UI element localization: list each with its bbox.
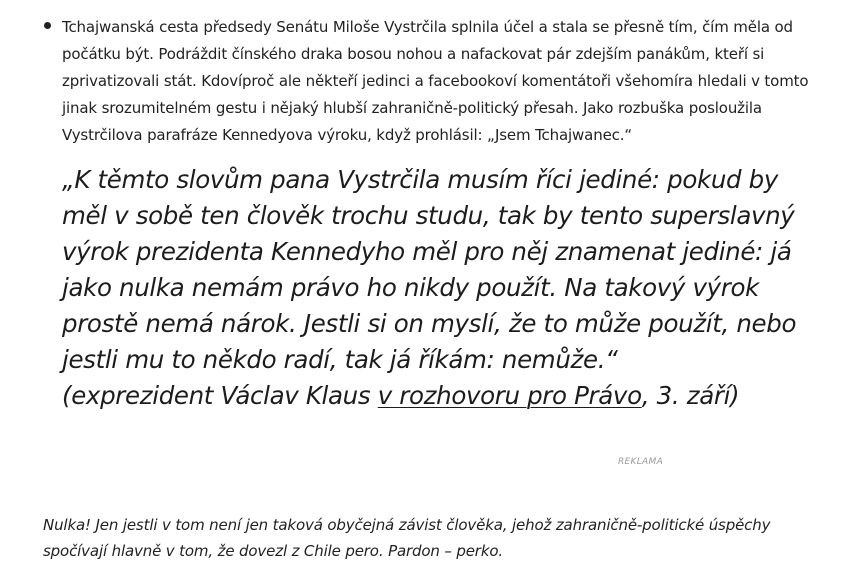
pull-quote (62, 162, 822, 414)
quote-attribution-prefix: (exprezident Václav Klaus (62, 381, 378, 410)
quote-attribution-suffix: , 3. září) (641, 381, 740, 410)
bullet-paragraph: Tchajwanská cesta předsedy Senátu Miloše Vystrčila splnila účel a stala se přesně tím, čím měla od počátku být. Podráždit čínského draka bosou nohou a nafackovat pár zdejším panákům, kteří si zprivatizovali stát. Kdovíproč ale někteří jedinci a facebookoví komentátoři všehomíra hledali v tomto jinak srozumitelném gestu i nějaký hlubší zahraničně-politický přesah. Jako rozbuška posloužila Vystrčilova parafráze Kennedyova výroku, když prohlásil: „Jsem Tchajwanec.“ (62, 18, 809, 144)
quote-text: „K těmto slovům pana Vystrčila musím říci jediné: pokud by měl v sobě ten člověk trochu studu, tak by tento superslavný výrok prezidenta Kennedyho měl pro něj znamenat jediné: já jako nulka nemám právo ho nikdy použít. Na takový výrok prostě nemá nárok. Jestli si on myslí, že to může použít, nebo jestli mu to někdo radí, tak já říkám: nemůže.“ (62, 165, 797, 374)
advertisement-label: REKLAMA (618, 457, 664, 467)
interview-link[interactable]: v rozhovoru pro Právo (377, 381, 642, 410)
bullet-marker (44, 22, 51, 29)
closing-paragraph: Nulka! Jen jestli v tom není jen taková obyčejná závist člověka, jehož zahraničně-politické úspěchy spočívají hlavně v tom, že dovezl z Chile pero. Pardon – perko. (43, 516, 771, 560)
quote-attribution (62, 381, 739, 410)
